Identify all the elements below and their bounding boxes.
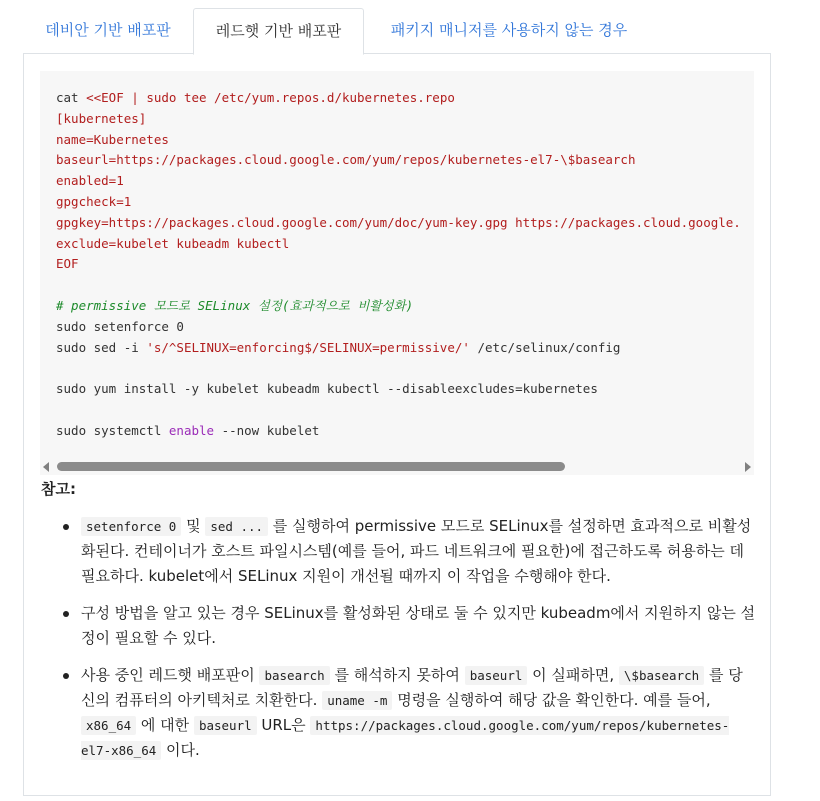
note-item-selinux: setenforce 0 및 sed ... 를 실행하여 permissive 모드로 SELinux를 설정하면 효과적으로 비활성화된다. 컨테이너가 호스트 파일시스템(예를 들어, 파드 네트워크에 필요한)에 접근하도록 허용하는 데 필요하다. kubelet에서 SELinux 지원이 개선될 때까지 이 작업을 수행해야 한다. <box>57 514 757 589</box>
note-item-basearch: 사용 중인 레드햇 배포판이 basearch 를 해석하지 못하여 baseurl 이 실패하면, \$basearch 를 당신의 컴퓨터의 아키텍처로 치환한다. uname -m 명령을 실행하여 해당 값을 확인한다. 예를 들어, x86_64 에 대한 baseurl URL은 https://packages.cloud.google.com/yum/repos/kubernetes-el7-x86_64 이다. <box>57 663 757 763</box>
scroll-right-arrow-icon[interactable] <box>745 462 751 472</box>
tab-without-package-manager[interactable]: 패키지 매니저를 사용하지 않는 경우 <box>390 21 628 39</box>
tab-redhat[interactable]: 레드햇 기반 배포판 <box>193 8 364 55</box>
tab-debian[interactable]: 데비안 기반 배포판 <box>45 21 171 39</box>
code-text: cat <<EOF | sudo tee /etc/yum.repos.d/kubernetes.repo [kubernetes] name=Kubernetes baseurl=https://packages.cloud.google.com/yum/repos/kubernetes-el7-\$basearch enabled=1 gpgcheck=1 gpgkey=https://packages.cloud.google.com/yum/doc/yum-key.gpg https://packages.cloud.google. exclude=kubelet kubeadm kubectl EOF # permissive 모드로 SELinux 설정(효과적으로 비활성화) sudo setenforce 0 sudo sed -i 's/^SELINUX=enforcing$/SELINUX=permissive/' /etc/selinux/config sudo yum install -y kubelet kubeadm kubectl --disableexcludes=kubernetes sudo systemctl enable --now kubelet <box>56 90 741 438</box>
note-title: 참고: <box>41 480 76 498</box>
scroll-left-arrow-icon[interactable] <box>43 462 49 472</box>
horizontal-scrollbar[interactable] <box>40 459 754 475</box>
note-item-selinux-enabled: 구성 방법을 알고 있는 경우 SELinux를 활성화된 상태로 둘 수 있지만 kubeadm에서 지원하지 않는 설정이 필요할 수 있다. <box>57 601 757 651</box>
note-list <box>57 504 757 763</box>
code-block <box>40 71 754 475</box>
tab-bar <box>23 8 771 54</box>
scroll-thumb[interactable] <box>57 462 565 471</box>
